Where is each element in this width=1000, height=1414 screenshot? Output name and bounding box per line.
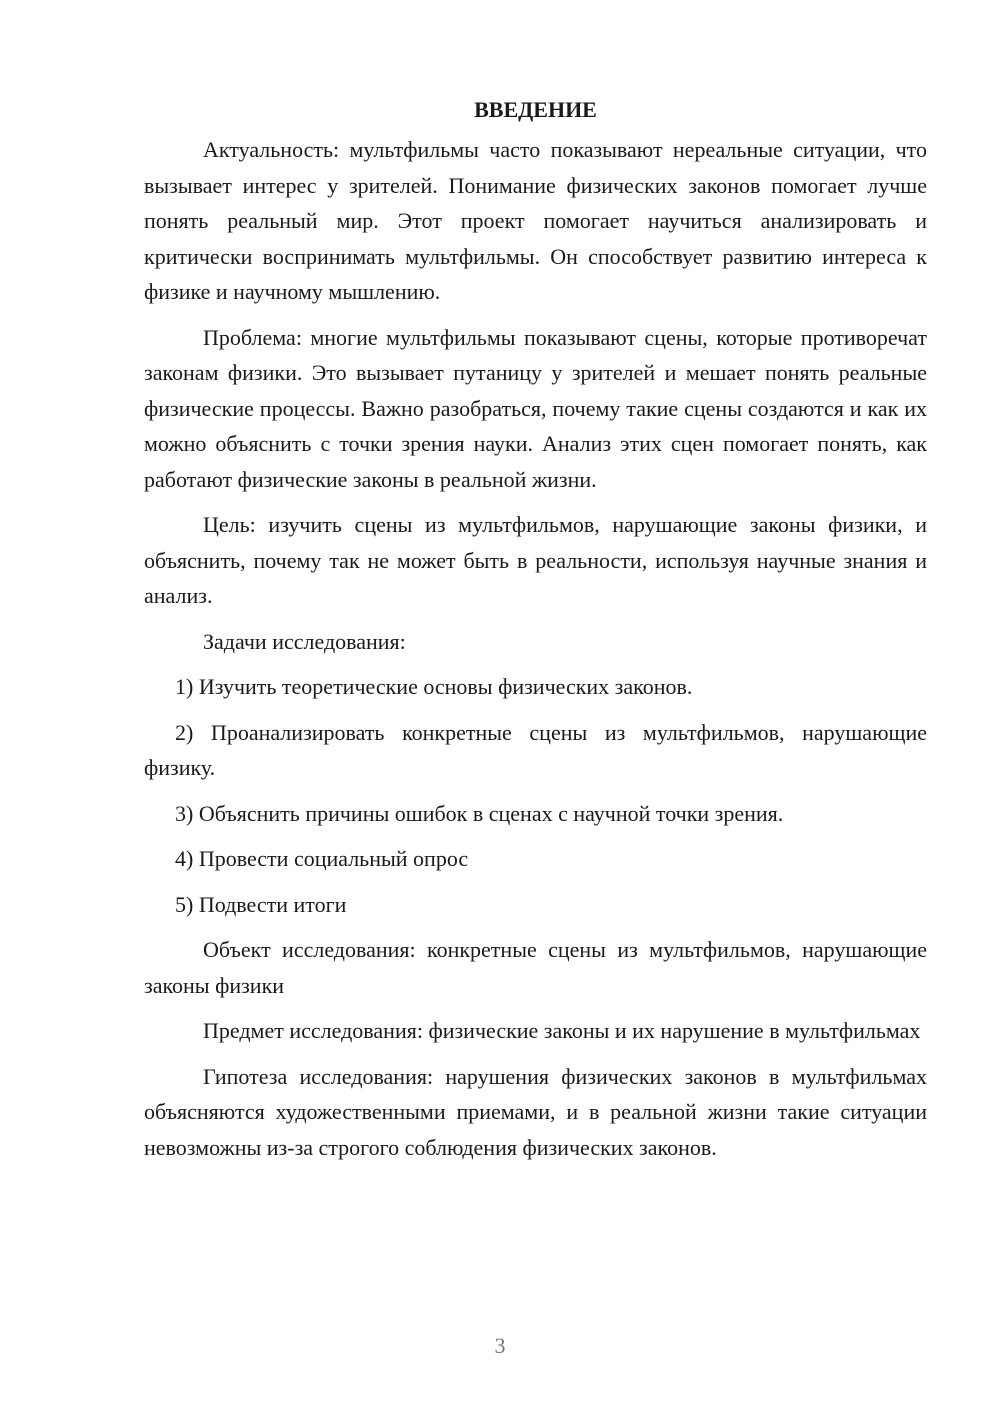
section-heading: ВВЕДЕНИЕ <box>474 97 597 122</box>
task-item-2: 2) Проанализировать конкретные сцены из мультфильмов, нарушающие физику. <box>144 719 927 780</box>
goal-paragraph: Цель: изучить сцены из мультфильмов, нарушающие законы физики, и объяснить, почему так не может быть в реальности, используя научные знания и анализ. <box>144 512 927 608</box>
page-number: 3 <box>494 1333 506 1358</box>
hypothesis-paragraph: Гипотеза исследования: нарушения физических законов в мультфильмах объясняются художественными приемами, и в реальной жизни такие ситуации невозможны из-за строгого соблюдения физических законов. <box>144 1063 927 1160</box>
subject-paragraph: Предмет исследования: физические законы и их нарушение в мультфильмах <box>203 1018 921 1043</box>
object-paragraph: Объект исследования: конкретные сцены из мультфильмов, нарушающие законы физики <box>144 937 927 998</box>
tasks-list <box>144 669 927 922</box>
task-item-5: 5) Подвести итоги <box>175 891 347 917</box>
problem-paragraph: Проблема: многие мультфильмы показывают сцены, которые противоречат законам физики. Это вызывает путаницу у зрителей и мешает понять реальные физические процессы. Важно разобраться, почему такие сцены создаются и как их можно объяснить с точки зрения науки. Анализ этих сцен помогает понять, как работают физические законы в реальной жизни. <box>144 324 927 492</box>
task-item-4: 4) Провести социальный опрос <box>175 846 469 871</box>
task-item-3: 3) Объяснить причины ошибок в сценах с научной точки зрения. <box>175 800 784 826</box>
tasks-title: Задачи исследования: <box>203 628 406 654</box>
document-page <box>144 92 927 1175</box>
relevance-paragraph: Актуальность: мультфильмы часто показывают нереальные ситуации, что вызывает интерес у зрителей. Понимание физических законов помогает лучше понять реальный мир. Этот проект помогает научиться анализировать и критически воспринимать мультфильмы. Он способствует развитию интереса к физике и научному мышлению. <box>144 137 927 304</box>
task-item-1: 1) Изучить теоретические основы физических законов. <box>175 674 693 699</box>
